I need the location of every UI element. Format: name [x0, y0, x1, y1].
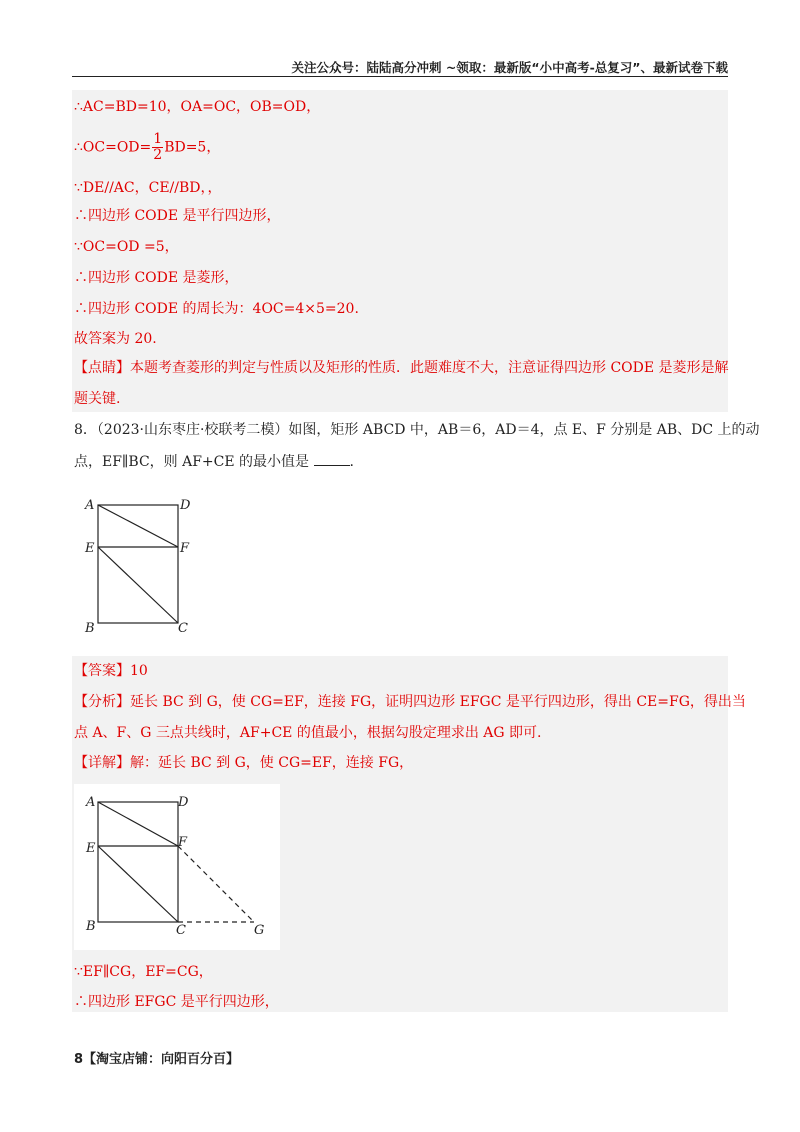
label-a: A — [86, 795, 96, 810]
solution-line-8: 故答案为 20. — [74, 331, 157, 347]
answer-blank — [314, 451, 350, 466]
answer-line-4: 【详解】解：延长 BC 到 G，使 CG=EF，连接 FG， — [74, 755, 414, 771]
figure-extended-rectangle — [74, 784, 280, 950]
solution-line-9: 【点睛】本题考查菱形的判定与性质以及矩形的性质．此题难度不大，注意证得四边形 CODE 是菱形是解 — [74, 360, 729, 376]
answer-line-6: ∴四边形 EFGC 是平行四边形， — [74, 994, 279, 1010]
fraction-numerator: 1 — [153, 131, 163, 147]
label-b: B — [86, 919, 96, 934]
label-f: F — [180, 541, 190, 556]
answer-line-3: 点 A、F、G 三点共线时，AF+CE 的值最小，根据勾股定理求出 AG 即可. — [74, 725, 542, 741]
fraction-half — [152, 132, 163, 163]
solution-line-5: ∵OC=OD =5， — [74, 239, 179, 255]
label-e: E — [85, 541, 95, 556]
solution-line-4: ∴四边形 CODE 是平行四边形， — [74, 208, 281, 224]
solution-line-2-post: BD=5， — [164, 139, 221, 156]
answer-line-5: ∵EF∥CG，EF=CG， — [74, 964, 213, 980]
problem-8-line-2 — [74, 451, 354, 472]
label-f: F — [178, 835, 188, 850]
problem-8-line-1: 8．（2023·山东枣庄·校联考二模）如图，矩形 ABCD 中，AB＝6，AD＝4，点 E、F 分别是 AB、DC 上的动 — [74, 422, 760, 438]
page-footer: 8【淘宝店铺：向阳百分百】 — [74, 1052, 240, 1067]
label-d: D — [180, 498, 191, 513]
label-c: C — [176, 923, 186, 938]
problem-8-period: . — [349, 454, 354, 470]
solution-line-1: ∴AC=BD=10，OA=OC，OB=OD， — [74, 99, 321, 115]
problem-8-text: 点，EF∥BC，则 AF+CE 的最小值是 — [74, 454, 310, 470]
solution-line-10: 题关键. — [74, 391, 121, 407]
fraction-denominator: 2 — [153, 147, 163, 163]
solution-line-2 — [74, 132, 220, 163]
figure-rectangle-abcd — [80, 494, 210, 639]
solution-line-3: ∵DE//AC，CE//BD，， — [74, 180, 222, 196]
label-b: B — [85, 621, 95, 636]
header-rule — [72, 76, 728, 77]
label-a: A — [85, 498, 95, 513]
answer-line-2: 【分析】延长 BC 到 G，使 CG=EF，连接 FG，证明四边形 EFGC 是平行四边形，得出 CE=FG，得出当 — [74, 694, 746, 710]
label-c: C — [178, 621, 188, 636]
solution-line-6: ∴四边形 CODE 是菱形， — [74, 270, 239, 286]
label-e: E — [86, 841, 96, 856]
answer-line-1: 【答案】10 — [74, 663, 148, 679]
label-g: G — [254, 923, 265, 938]
solution-line-2-pre: ∴OC=OD= — [74, 139, 152, 156]
solution-line-7: ∴四边形 CODE 的周长为：4OC=4×5=20. — [74, 301, 359, 317]
page-header: 关注公众号：陆陆高分冲刺 ~领取：最新版“小中高考-总复习”、最新试卷下载 — [291, 60, 728, 75]
label-d: D — [178, 795, 189, 810]
